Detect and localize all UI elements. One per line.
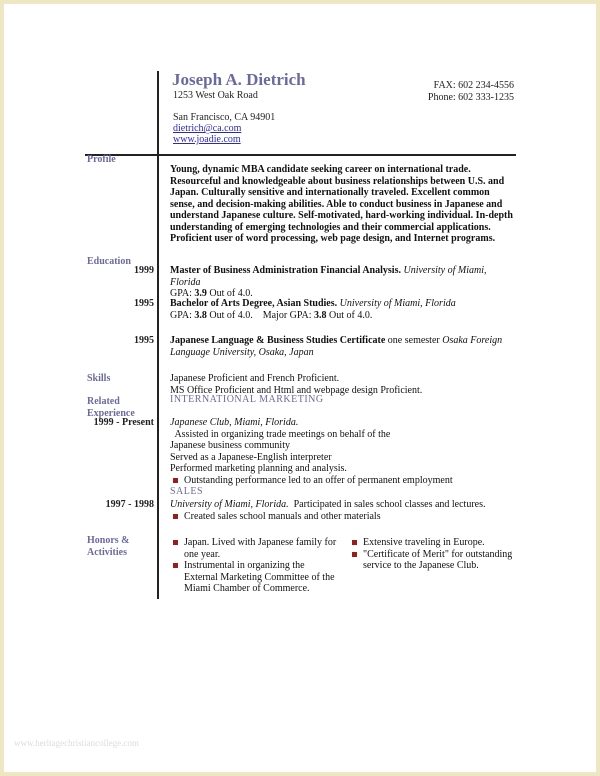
experience-period: 1997 - 1998 xyxy=(105,499,154,510)
experience-entry xyxy=(170,499,515,522)
education-entry xyxy=(170,335,515,358)
major-gpa-suffix: Out of 4.0. xyxy=(326,309,373,321)
experience-description: Participated in sales school classes and lectures. xyxy=(288,499,486,510)
education-year: 1995 xyxy=(134,298,154,309)
address-line-2: San Francisco, CA 94901 xyxy=(173,112,276,123)
skills-list xyxy=(170,373,515,396)
employer-name: Japanese Club, Miami, Florida. xyxy=(170,417,299,428)
experience-period: 1999 - Present xyxy=(93,417,154,428)
degree-title: Master of Business Administration Financial Analysis. xyxy=(170,265,401,276)
education-entry xyxy=(170,298,515,321)
experience-description: Japanese business community xyxy=(170,440,290,451)
phone-number: Phone: 602 333-1235 xyxy=(427,91,514,103)
education-year: 1999 xyxy=(134,265,154,276)
school-name: University of Miami, Florida xyxy=(170,265,487,288)
experience-subheading: SALES xyxy=(170,486,204,497)
honors-item: Japan. Lived with Japanese family for one year. xyxy=(170,537,340,560)
certificate-duration: one semester xyxy=(385,335,443,346)
experience-bullet: Outstanding performance led to an offer of permanent employment xyxy=(170,475,515,487)
email-link[interactable]: dietrich@ca.com xyxy=(173,123,242,134)
skills-label: Skills xyxy=(87,373,111,384)
employer-name: University of Miami, Florida. xyxy=(170,499,289,510)
school-name: Osaka Foreign Language University, Osaka, Japan xyxy=(170,335,503,358)
experience-label-line-1: Related xyxy=(87,396,120,407)
skill-line: Japanese Proficient and French Proficient. xyxy=(170,373,340,384)
education-year: 1995 xyxy=(134,335,154,346)
resume-page xyxy=(4,4,596,772)
horizontal-divider xyxy=(85,154,516,156)
honors-label xyxy=(87,535,130,558)
education-entry xyxy=(170,265,515,300)
experience-description: Served as a Japanese-English interpreter xyxy=(170,451,332,463)
experience-subheading: INTERNATIONAL MARKETING xyxy=(170,394,324,405)
gpa-suffix: Out of 4.0. Major GPA: xyxy=(206,309,315,321)
fax-number: FAX: 602 234-4556 xyxy=(433,80,514,91)
honors-label-line-2: Activities xyxy=(87,546,127,558)
certificate-title: Japanese Language & Business Studies Certificate xyxy=(170,335,386,346)
experience-label xyxy=(87,396,135,419)
contact-block xyxy=(424,80,514,103)
school-name: University of Miami, Florida xyxy=(339,298,456,309)
gpa-suffix: Out of 4.0. xyxy=(206,288,253,299)
honors-label-line-1: Honors & xyxy=(87,535,130,546)
honors-item: "Certificate of Merit" for outstanding service to the Japanese Club. xyxy=(349,549,514,572)
degree-title: Bachelor of Arts Degree, Asian Studies. xyxy=(170,298,338,309)
gpa-prefix: GPA: xyxy=(170,288,195,299)
experience-entry xyxy=(170,417,515,486)
candidate-name: Joseph A. Dietrich xyxy=(172,70,306,89)
address-line-1: 1253 West Oak Road xyxy=(173,90,258,101)
honors-item: Extensive traveling in Europe. xyxy=(349,537,514,549)
skill-line: MS Office Proficient and Html and webpage design Proficient. xyxy=(170,384,423,396)
profile-label: Profile xyxy=(87,154,116,165)
honors-list-right xyxy=(349,537,514,572)
vertical-divider xyxy=(157,71,159,599)
major-gpa-value: 3.8 xyxy=(314,309,327,321)
honors-list-left xyxy=(170,537,340,595)
education-label: Education xyxy=(87,256,131,267)
experience-label-line-2: Experience xyxy=(87,407,135,419)
profile-text: Young, dynamic MBA candidate seeking career on international trade. Resourceful and knowledgeable about business relationships between U.S. and Japan. Culturally sensitive and internationally traveled. Excellent common sense, and decision-making abilities. Able to conduct business in Japanese and understand Japanese culture. Self-motivated, hard-working individual. In-depth understanding of emerging technologies and their commercial applications. Proficient user of word processing, web page design, and Internet programs. xyxy=(170,164,513,244)
gpa-value: 3.9 xyxy=(194,288,207,299)
experience-description: Performed marketing planning and analysis. xyxy=(170,463,347,474)
gpa-prefix: GPA: xyxy=(170,309,195,321)
experience-description: Assisted in organizing trade meetings on behalf of the xyxy=(170,428,391,440)
experience-bullet: Created sales school manuals and other materials xyxy=(170,511,515,523)
watermark: www.heritagechristiancollege.com xyxy=(14,738,139,748)
website-link[interactable]: www.joadie.com xyxy=(173,134,241,145)
gpa-value: 3.8 xyxy=(194,309,207,321)
honors-item: Instrumental in organizing the External Marketing Committee of the Miami Chamber of Commerce. xyxy=(170,560,340,595)
